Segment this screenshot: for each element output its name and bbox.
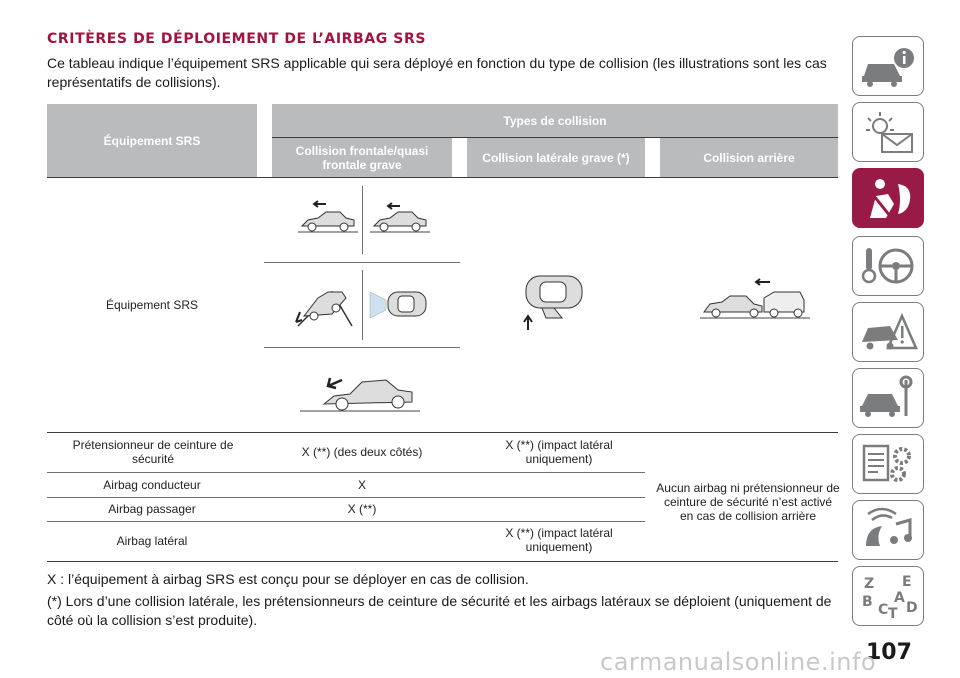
svg-text:T: T: [888, 606, 898, 620]
svg-text:D: D: [906, 600, 918, 616]
svg-text:C: C: [878, 602, 889, 618]
row-frontal-pretensioner: X (**) (des deux côtés): [301, 445, 423, 459]
rear-collision-illustration: [700, 276, 810, 320]
index-icon: [858, 572, 918, 620]
row-label-driver-airbag: Airbag conducteur: [103, 478, 201, 492]
row-label-pretensioner: Prétensionneur de ceinture de sécurité: [72, 438, 234, 466]
lateral-collision-illustration: [520, 272, 586, 334]
car-service-icon: [858, 374, 918, 422]
table-bottom-line: [47, 561, 838, 562]
header-lateral: Collision latérale grave (*): [467, 138, 645, 177]
row-lateral-driver-airbag: [476, 475, 642, 495]
tab-starting-driving[interactable]: [852, 236, 924, 296]
tab-warning-lights[interactable]: [852, 102, 924, 162]
frontal-collision-illustration-5: [300, 370, 420, 414]
frontal-illus-divider-1: [362, 186, 363, 254]
intro-paragraph: Ce tableau indique l’équipement SRS applicable qui sera déployé en fonction du type de collision (les illustrations sont les cas représentatifs de collisions).: [47, 55, 827, 90]
frontal-collision-illustration-1: [296, 198, 360, 236]
steering-wheel-icon: [858, 242, 918, 290]
header-frontal: Collision frontale/quasi frontale grave: [272, 138, 452, 177]
row-lateral-side-airbag: X (**) (impact latéral uniquement): [505, 526, 613, 554]
frontal-illus-divider-2: [362, 270, 363, 340]
header-bottom-line: [47, 177, 838, 178]
note-x: X : l’équipement à airbag SRS est conçu pour se déployer en cas de collision.: [47, 571, 529, 587]
specs-gears-icon: [858, 440, 918, 488]
tab-index[interactable]: [852, 566, 924, 626]
row-label-side-airbag: Airbag latéral: [116, 534, 188, 548]
row-label-passenger-airbag: Airbag passager: [108, 502, 196, 516]
tab-multimedia[interactable]: [852, 500, 924, 560]
tab-technical-data[interactable]: [852, 434, 924, 494]
frontal-illus-hline-2: [264, 347, 460, 348]
row-frontal-driver-airbag: X: [357, 478, 366, 492]
svg-text:E: E: [902, 574, 912, 590]
header-rear: Collision arrière: [660, 138, 838, 177]
section-title: CRITÈRES DE DÉPLOIEMENT DE L’AIRBAG SRS: [47, 31, 427, 47]
header-collision-types: Types de collision: [272, 104, 838, 137]
car-info-icon: [858, 44, 918, 88]
svg-text:B: B: [862, 594, 873, 610]
seatbelt-airbag-icon: [858, 174, 918, 222]
row-line-3: [47, 521, 645, 522]
illustration-row-label: Équipement SRS: [105, 298, 199, 312]
row-lateral-passenger-airbag: [476, 499, 642, 519]
row-line-1: [47, 472, 645, 473]
svg-text:A: A: [894, 590, 905, 606]
tab-car-info[interactable]: [852, 36, 924, 96]
svg-text:Z: Z: [864, 576, 875, 592]
frontal-collision-illustration-3: [292, 278, 358, 330]
header-equipment: Équipement SRS: [47, 104, 257, 177]
page-number: 107: [866, 640, 912, 665]
row-line-2: [47, 497, 645, 498]
note-asterisk: (*) Lors d’une collision latérale, les prétensionneurs de ceinture de sécurité et les airbags latéraux se déploient (uniquement de côté où la collision s’est produite).: [47, 593, 832, 628]
watermark: carmanualsonline.info: [600, 648, 877, 676]
multimedia-icon: [858, 506, 918, 554]
warning-lights-icon: [858, 108, 918, 156]
tab-emergency[interactable]: [852, 302, 924, 362]
row-frontal-passenger-airbag: X (**): [347, 502, 377, 516]
tab-safety[interactable]: [852, 168, 924, 228]
row-lateral-pretensioner: X (**) (impact latéral uniquement): [505, 438, 613, 466]
illustration-bottom-line: [47, 432, 838, 433]
frontal-illus-hline-1: [264, 262, 460, 263]
frontal-collision-illustration-4: [368, 282, 430, 326]
row-frontal-side-airbag: [272, 526, 452, 556]
car-breakdown-icon: [858, 308, 918, 356]
frontal-collision-illustration-2: [368, 198, 432, 236]
rear-collision-note: Aucun airbag ni prétensionneur de ceinture de sécurité n’est activé en cas de collision arrière: [656, 481, 840, 523]
tab-maintenance[interactable]: [852, 368, 924, 428]
